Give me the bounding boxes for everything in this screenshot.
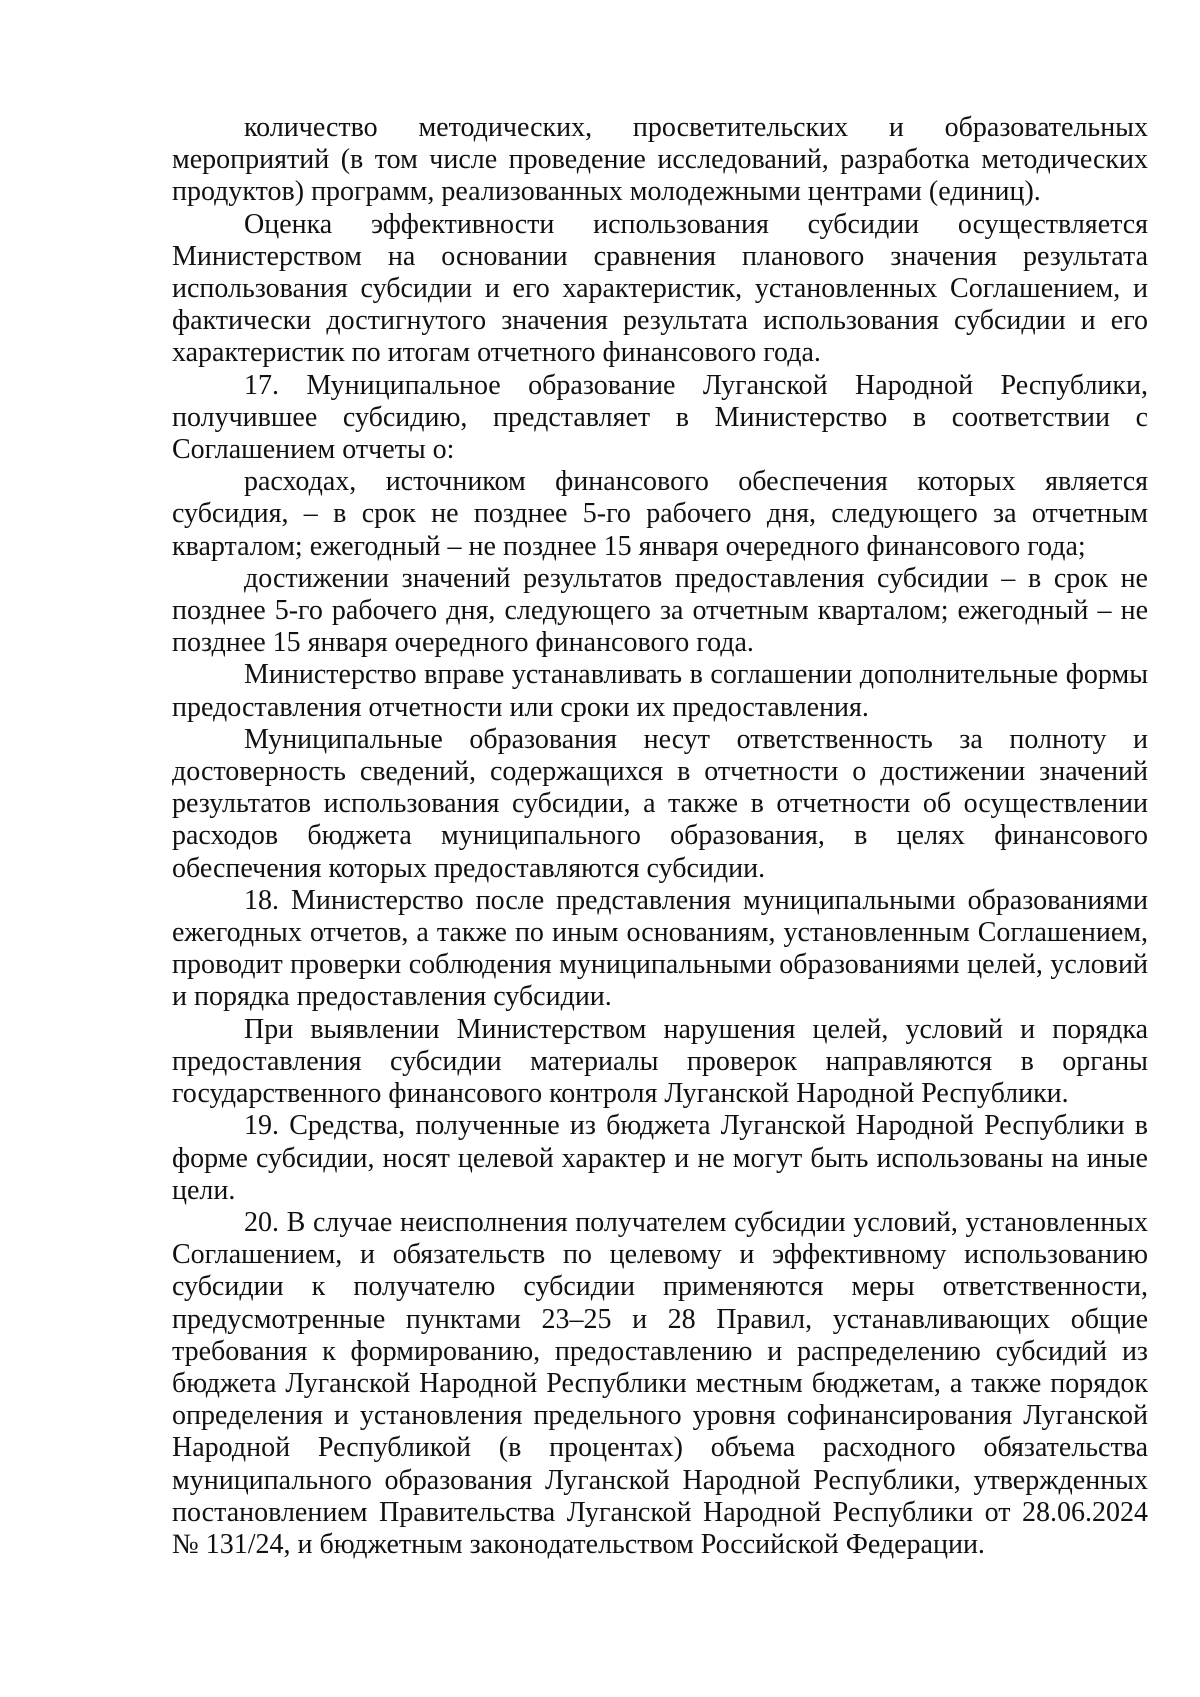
paragraph-additional-forms: Министерство вправе устанавливать в соглашении дополнительные формы предоставления отчетности или сроки их предоставления.	[172, 659, 1148, 723]
document-body	[172, 112, 1148, 1561]
paragraph-violations: При выявлении Министерством нарушения целей, условий и порядка предоставления субсидии материалы проверок направляются в органы государственного финансового контроля Луганской Народной Республики.	[172, 1013, 1148, 1110]
paragraph-item-19: 19. Средства, полученные из бюджета Луганской Народной Республики в форме субсидии, носят целевой характер и не могут быть использованы на иные цели.	[172, 1110, 1148, 1206]
paragraph-item-20: 20. В случае неисполнения получателем субсидии условий, установленных Соглашением, и обязательств по целевому и эффективному использованию субсидии к получателю субсидии применяются меры ответственности, предусмотренные пунктами 23–25 и 28 Правил, устанавливающих общие требования к формированию, предоставлению и распределению субсидий из бюджета Луганской Народной Республики местным бюджетам, а также порядок определения и установления предельного уровня софинансирования Луганской Народной Республикой (в процентах) объема расходного обязательства муниципального образования Луганской Народной Республики, утвержденных постановлением Правительства Луганской Народной Республики от 28.06.2024 № 131/24, и бюджетным законодательством Российской Федерации.	[172, 1206, 1148, 1560]
paragraph-efficiency-evaluation: Оценка эффективности использования субсидии осуществляется Министерством на основании сравнения планового значения результата использования субсидии и его характеристик, установленных Соглашением, и фактически достигнутого значения результата использования субсидии и его характеристик по итогам отчетного финансового года.	[172, 208, 1148, 369]
paragraph-expenses-report: расходах, источником финансового обеспечения которых является субсидия, – в срок не позднее 5-го рабочего дня, следующего за отчетным кварталом; ежегодный – не позднее 15 января очередного финансового года;	[172, 466, 1148, 562]
paragraph-events-count: количество методических, просветительских и образовательных мероприятий (в том числе проведение исследований, разработка методических продуктов) программ, реализованных молодежными центрами (единиц).	[172, 112, 1148, 208]
paragraph-results-report: достижении значений результатов предоставления субсидии – в срок не позднее 5-го рабочего дня, следующего за отчетным кварталом; ежегодный – не позднее 15 января очередного финансового года.	[172, 562, 1148, 659]
paragraph-responsibility: Муниципальные образования несут ответственность за полноту и достоверность сведений, содержащихся в отчетности о достижении значений результатов использования субсидии, а также в отчетности об осуществлении расходов бюджета муниципального образования, в целях финансового обеспечения которых предоставляются субсидии.	[172, 723, 1148, 884]
paragraph-item-17: 17. Муниципальное образование Луганской Народной Республики, получившее субсидию, представляет в Министерство в соответствии с Соглашением отчеты о:	[172, 369, 1148, 466]
paragraph-item-18: 18. Министерство после представления муниципальными образованиями ежегодных отчетов, а также по иным основаниям, установленным Соглашением, проводит проверки соблюдения муниципальными образованиями целей, условий и порядка предоставления субсидии.	[172, 884, 1148, 1013]
